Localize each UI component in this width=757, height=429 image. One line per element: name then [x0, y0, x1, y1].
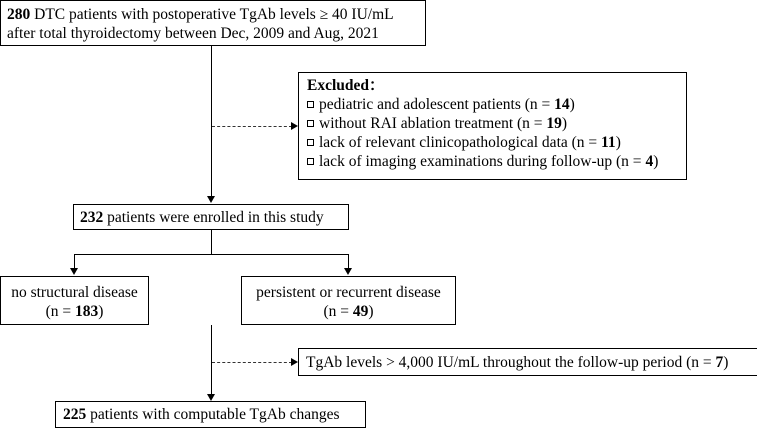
persistent-box [241, 276, 456, 325]
no-structural-box [0, 276, 149, 325]
connector-to-final [211, 325, 212, 394]
persistent-count: (n = 49) [323, 303, 374, 320]
connector-split-horizontal [74, 254, 348, 255]
arrowhead-excluded [291, 122, 298, 130]
checkbox-icon [307, 139, 314, 146]
persistent-label: persistent or recurrent disease [256, 284, 441, 301]
connector-excluded2 [212, 362, 292, 363]
enrolled-text: patients were enrolled in this study [103, 209, 324, 226]
arrowhead-enrolled [207, 196, 215, 203]
enrolled-box [73, 204, 349, 230]
excluded-item: lack of relevant clinicopathological data (n = 11) [307, 133, 686, 152]
excluded-item: without RAI ablation treatment (n = 19) [307, 114, 686, 133]
checkbox-icon [307, 101, 314, 108]
excluded2-box [298, 348, 757, 376]
excluded2-text: TgAb levels > 4,000 IU/mL throughout the follow-up period (n = 7) [306, 354, 729, 371]
excluded-box [298, 72, 687, 180]
connector-left-branch [74, 254, 75, 268]
excluded-item: lack of imaging examinations during follow-up (n = 4) [307, 152, 686, 171]
final-text: patients with computable TgAb changes [86, 406, 340, 423]
excluded-item: pediatric and adolescent patients (n = 14) [307, 95, 686, 114]
final-count: 225 [63, 406, 87, 423]
excluded-title: Excluded： [307, 77, 385, 94]
start-box [0, 0, 426, 46]
final-box [55, 401, 366, 428]
connector-excluded [212, 126, 292, 127]
start-line2: after total thyroidectomy between Dec, 2009 and Aug, 2021 [7, 25, 379, 42]
arrowhead-excluded2 [291, 358, 298, 366]
enrolled-count: 232 [80, 209, 104, 226]
arrowhead-final [207, 394, 215, 401]
no-structural-count: (n = 183) [45, 303, 104, 320]
checkbox-icon [307, 120, 314, 127]
start-line1: DTC patients with postoperative TgAb levels ≥ 40 IU/mL [30, 6, 394, 23]
connector-right-branch [348, 254, 349, 268]
checkbox-icon [307, 158, 314, 165]
arrowhead-no-structural [70, 268, 78, 275]
no-structural-label: no structural disease [11, 284, 138, 301]
arrowhead-persistent [344, 268, 352, 275]
start-count: 280 [7, 6, 31, 23]
connector-start-enrolled [211, 46, 212, 196]
connector-enrolled-split [211, 230, 212, 254]
